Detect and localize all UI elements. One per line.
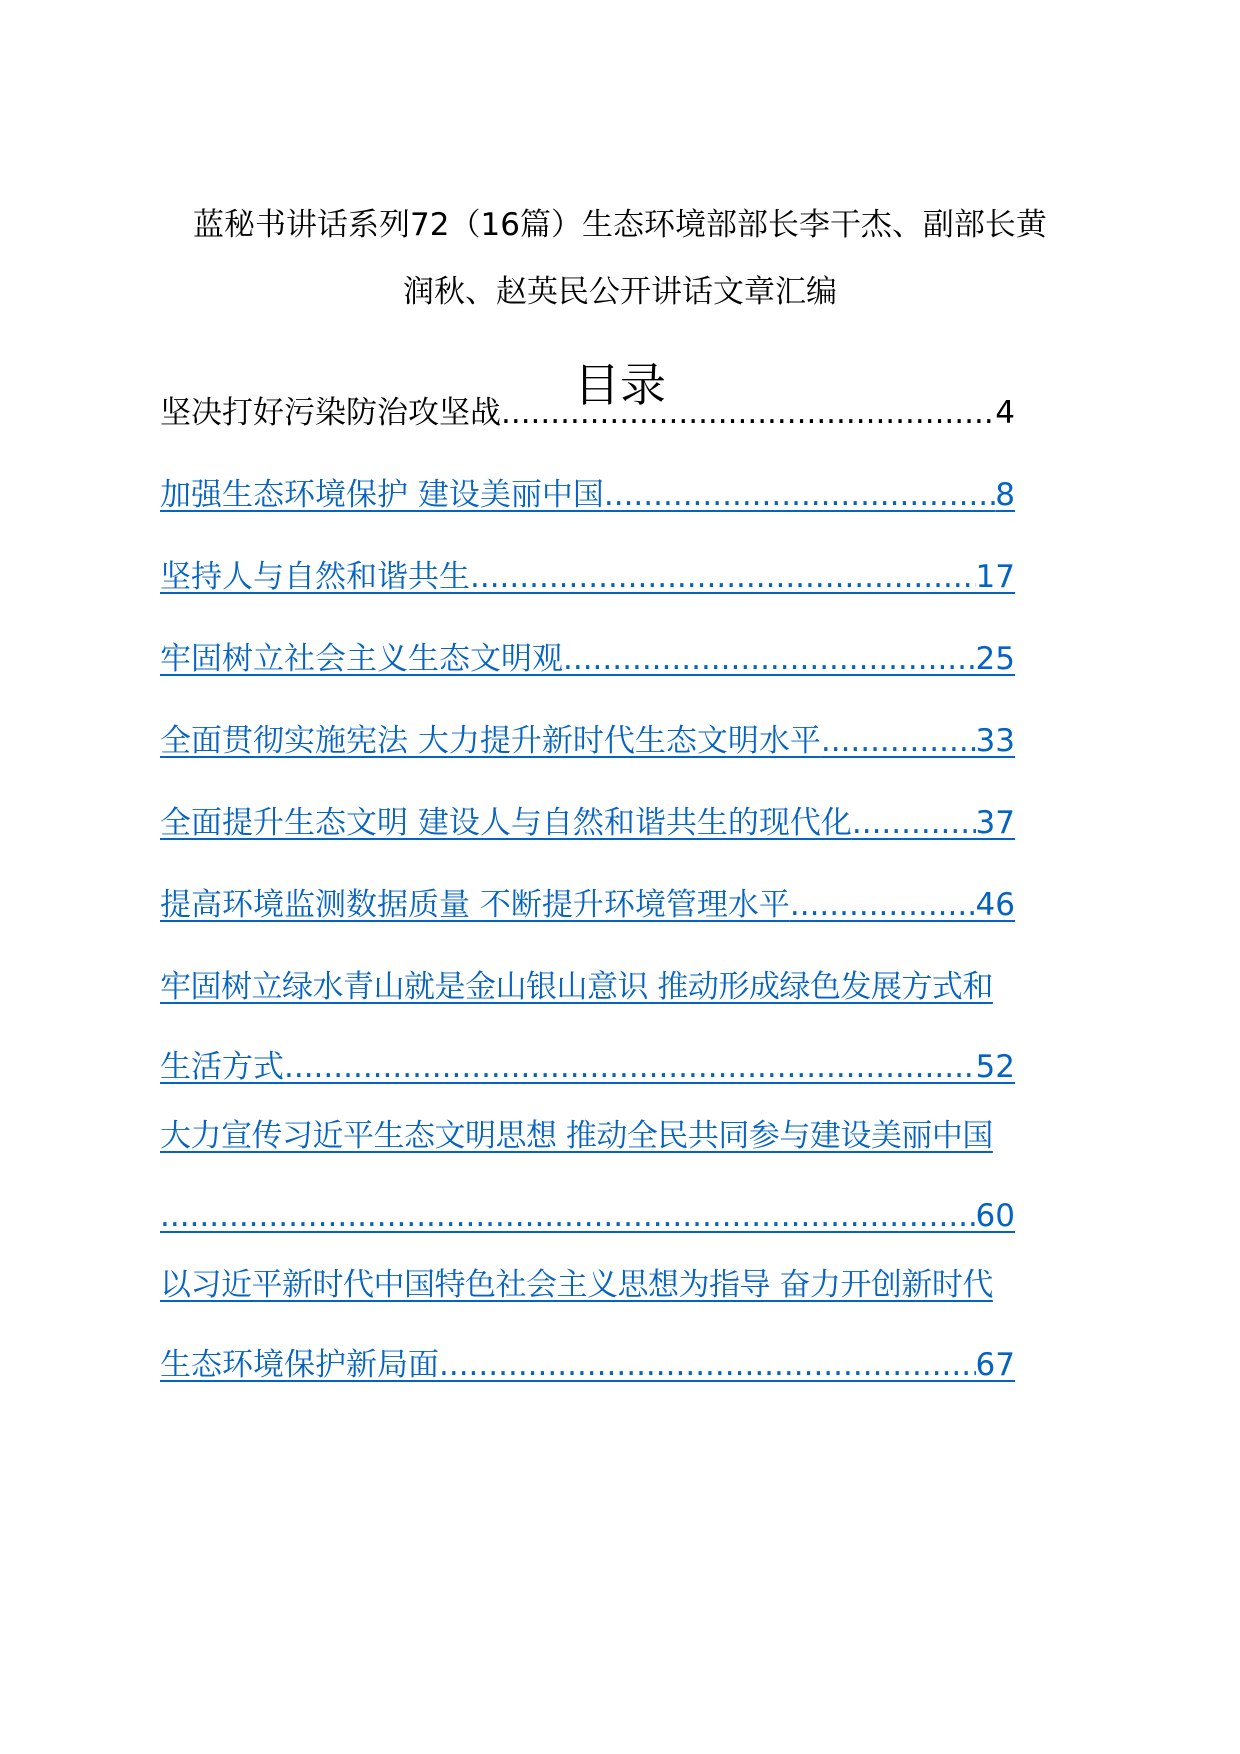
toc-entry-page: 67 (975, 1347, 1015, 1383)
toc-entry-link[interactable] (160, 885, 1090, 925)
toc-entry-page: 25 (975, 641, 1015, 677)
toc-entry-page: 17 (975, 559, 1015, 595)
toc-entry-page: 4 (995, 395, 1015, 431)
toc-leader-dots (470, 557, 976, 597)
toc-entry-page: 33 (975, 723, 1015, 759)
toc-leader-dots (563, 639, 976, 679)
toc-entry-link[interactable] (160, 639, 1090, 679)
toc-entry-link[interactable] (160, 721, 1090, 761)
toc-entry-title: 生活方式 (160, 1049, 284, 1085)
toc-entry-link[interactable] (160, 1116, 1090, 1236)
toc-entry[interactable] (160, 393, 1090, 433)
toc-entry-link[interactable] (160, 967, 1090, 1087)
toc-entry-title: 全面提升生态文明 建设人与自然和谐共生的现代化 (160, 805, 852, 841)
toc-entry-title: 提高环境监测数据质量 不断提升环境管理水平 (160, 887, 790, 923)
toc-entry-title: 坚持人与自然和谐共生 (160, 559, 470, 595)
toc-entry-link[interactable] (160, 803, 1090, 843)
toc-entry-title: 加强生态环境保护 建设美丽中国 (160, 477, 604, 513)
document-title-line1: 蓝秘书讲话系列72（16篇）生态环境部部长李干杰、副部长黄 (193, 207, 1047, 243)
toc-entry-link[interactable] (160, 1265, 1090, 1385)
toc-entry-title: 全面贯彻实施宪法 大力提升新时代生态文明水平 (160, 723, 821, 759)
toc-entry-page: 8 (995, 477, 1015, 513)
toc-entry-page: 52 (975, 1049, 1015, 1085)
toc-entry-title: 牢固树立社会主义生态文明观 (160, 641, 563, 677)
toc-leader-dots (284, 1047, 976, 1087)
toc-leader-dots (160, 1196, 976, 1236)
toc-entry-link[interactable] (160, 475, 1090, 515)
toc-entry-page: 37 (975, 805, 1015, 841)
toc-entry-title-line1: 以习近平新时代中国特色社会主义思想为指导 奋力开创新时代 (160, 1267, 993, 1303)
document-title-line2: 润秋、赵英民公开讲话文章汇编 (403, 274, 837, 310)
toc-leader-dots (821, 721, 976, 761)
toc-leader-dots (790, 885, 976, 925)
toc-entry-title: 坚决打好污染防治攻坚战 (160, 395, 501, 431)
toc-leader-dots (439, 1345, 976, 1385)
document-title (150, 192, 1090, 326)
toc-entry-title-line1: 牢固树立绿水青山就是金山银山意识 推动形成绿色发展方式和 (160, 969, 993, 1005)
toc-entry-page: 46 (975, 887, 1015, 923)
toc-entry-page: 60 (975, 1198, 1015, 1234)
toc-heading: 目录 (574, 358, 666, 412)
toc-leader-dots (501, 393, 995, 433)
toc-entry-title-line1: 大力宣传习近平生态文明思想 推动全民共同参与建设美丽中国 (160, 1118, 993, 1154)
toc-leader-dots (604, 475, 995, 515)
toc-leader-dots (852, 803, 976, 843)
toc-entry-title: 生态环境保护新局面 (160, 1347, 439, 1383)
toc-entry-link[interactable] (160, 557, 1090, 597)
